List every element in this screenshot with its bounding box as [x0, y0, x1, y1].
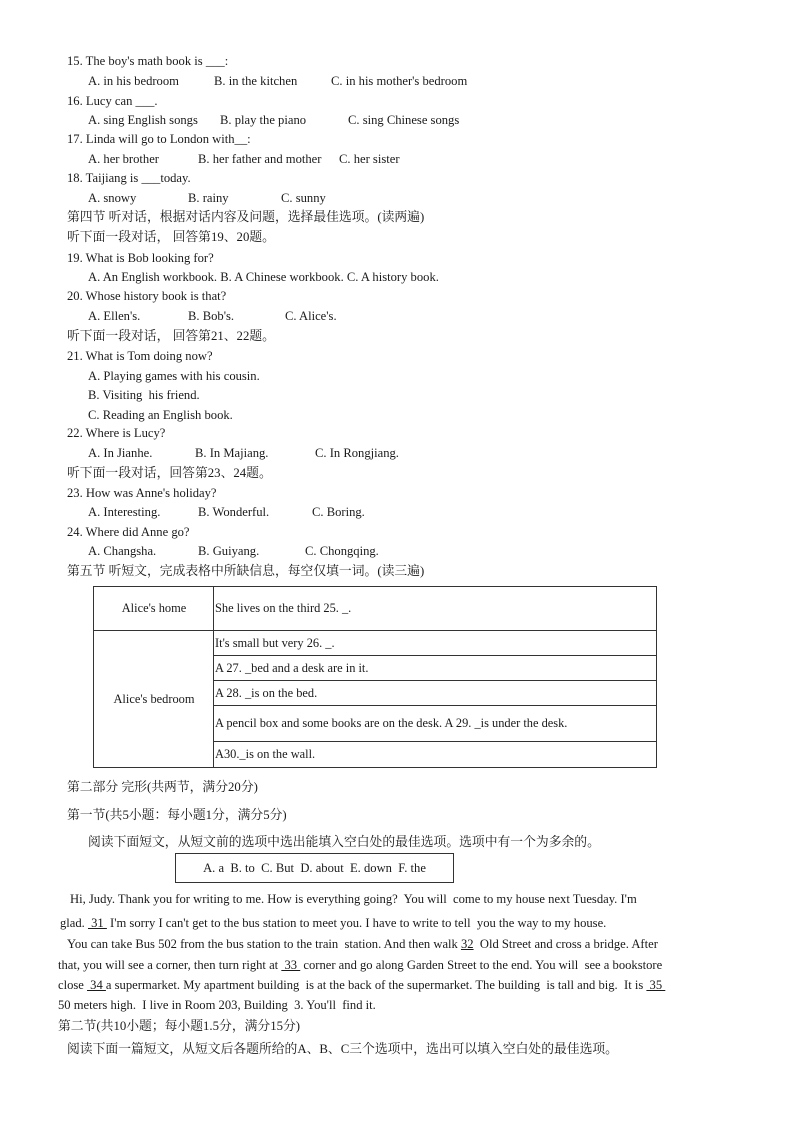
question-20-option-b: B. Bob's. [188, 309, 235, 323]
table-cell-bedroom-2: A 27. _bed and a desk are in it. [214, 656, 657, 681]
passage-line [58, 977, 665, 993]
question-20-stem: 20. Whose history book is that? [67, 289, 227, 303]
passage-text: I'm sorry I can't get to the bus station to meet you. I have to write to tell you the way to my house. [106, 916, 607, 930]
question-16-option-b: B. play the piano [220, 113, 307, 127]
question-18-option-b: B. rainy [188, 191, 229, 205]
question-21-option-b: B. Visiting his friend. [88, 388, 200, 402]
question-20-option-c: C. Alice's. [285, 309, 337, 323]
question-17-option-a: A. her brother [88, 152, 159, 166]
table-row [94, 631, 657, 656]
question-22-stem: 22. Where is Lucy? [67, 426, 166, 440]
question-23-option-a: A. Interesting. [88, 505, 161, 519]
table-row [94, 587, 657, 631]
part-2-title: 第二部分 完形(共两节，满分20分) [67, 780, 258, 794]
question-15-option-c: C. in his mother's bedroom [331, 74, 468, 88]
passage-text: that, you will see a corner, then turn right at [58, 958, 282, 972]
question-16-stem: 16. Lucy can ___. [67, 94, 158, 108]
blank-33: 33 [281, 958, 301, 972]
passage-line [60, 915, 606, 931]
question-23-option-c: C. Boring. [312, 505, 365, 519]
question-24-option-c: C. Chongqing. [305, 544, 379, 558]
question-21-option-a: A. Playing games with his cousin. [88, 369, 260, 383]
passage-line [67, 936, 658, 952]
blank-35: 35 [646, 978, 666, 992]
cloze-section-2-title: 第二节(共10小题；每小题1.5分，满分15分) [58, 1019, 301, 1033]
question-24-stem: 24. Where did Anne go? [67, 525, 190, 539]
question-22-option-c: C. In Rongjiang. [315, 446, 399, 460]
cloze-options-box: A. a B. to C. But D. about E. down F. the [175, 853, 454, 883]
info-table [93, 586, 657, 768]
table-cell-bedroom-1: It's small but very 26. _. [214, 631, 657, 656]
question-24-option-b: B. Guiyang. [198, 544, 260, 558]
question-21-stem: 21. What is Tom doing now? [67, 349, 213, 363]
blank-34: 34 [87, 978, 106, 992]
question-15-option-b: B. in the kitchen [214, 74, 298, 88]
blank-31: 31 [87, 916, 107, 930]
question-16-option-c: C. sing Chinese songs [348, 113, 460, 127]
question-17-option-b: B. her father and mother [198, 152, 322, 166]
passage-line: Hi, Judy. Thank you for writing to me. How is everything going? You will come to my house next Tuesday. I'm [70, 892, 637, 906]
question-18-option-a: A. snowy [88, 191, 137, 205]
question-23-stem: 23. How was Anne's holiday? [67, 486, 217, 500]
passage-text: a supermarket. My apartment building is at the back of the supermarket. The building is tall and big. It is [105, 978, 647, 992]
passage-text: corner and go along Garden Street to the end. You will see a bookstore [300, 958, 663, 972]
passage-text: close [58, 978, 88, 992]
question-18-option-c: C. sunny [281, 191, 326, 205]
question-22-option-b: B. In Majiang. [195, 446, 269, 460]
table-cell-bedroom-4: A pencil box and some books are on the desk. A 29. _is under the desk. [214, 706, 657, 742]
table-header-bedroom: Alice's bedroom [94, 631, 214, 768]
passage-line [58, 957, 662, 973]
section-4-intro-2: 听下面一段对话， 回答第21、22题。 [67, 329, 275, 343]
question-19-options: A. An English workbook. B. A Chinese workbook. C. A history book. [88, 270, 439, 284]
question-17-stem: 17. Linda will go to London with__: [67, 132, 251, 146]
blank-32: 32 [460, 937, 474, 951]
cloze-section-2-instructions: 阅读下面一篇短文，从短文后各题所给的A、B、C三个选项中，选出可以填入空白处的最佳选项。 [67, 1042, 618, 1056]
question-22-option-a: A. In Jianhe. [88, 446, 153, 460]
table-cell-bedroom-3: A 28. _is on the bed. [214, 681, 657, 706]
table-cell-home: She lives on the third 25. _. [214, 587, 657, 631]
cloze-section-1-title: 第一节(共5小题：每小题1分，满分5分) [67, 808, 287, 822]
passage-text: You can take Bus 502 from the bus station to the train station. And then walk [67, 937, 461, 951]
passage-text: glad. [60, 916, 88, 930]
question-16-option-a: A. sing English songs [88, 113, 198, 127]
question-24-option-a: A. Changsha. [88, 544, 157, 558]
section-5-title: 第五节 听短文，完成表格中所缺信息，每空仅填一词。(读三遍) [67, 564, 425, 578]
question-15-stem: 15. The boy's math book is ___: [67, 54, 229, 68]
table-cell-bedroom-5: A30._is on the wall. [214, 742, 657, 768]
section-4-intro-3: 听下面一段对话，回答第23、24题。 [67, 466, 272, 480]
question-15-option-a: A. in his bedroom [88, 74, 179, 88]
question-17-option-c: C. her sister [339, 152, 400, 166]
cloze-section-1-instructions: 阅读下面短文，从短文前的选项中选出能填入空白处的最佳选项。选项中有一个为多余的。 [88, 835, 600, 849]
table-header-home: Alice's home [94, 587, 214, 631]
section-4-intro-1: 听下面一段对话， 回答第19、20题。 [67, 230, 275, 244]
passage-line: 50 meters high. I live in Room 203, Building 3. You'll find it. [58, 998, 376, 1012]
question-20-option-a: A. Ellen's. [88, 309, 141, 323]
question-19-stem: 19. What is Bob looking for? [67, 251, 214, 265]
question-18-stem: 18. Taijiang is ___today. [67, 171, 191, 185]
question-23-option-b: B. Wonderful. [198, 505, 270, 519]
passage-text: Old Street and cross a bridge. After [473, 937, 658, 951]
question-21-option-c: C. Reading an English book. [88, 408, 233, 422]
section-4-title: 第四节 听对话，根据对话内容及问题，选择最佳选项。(读两遍) [67, 210, 425, 224]
